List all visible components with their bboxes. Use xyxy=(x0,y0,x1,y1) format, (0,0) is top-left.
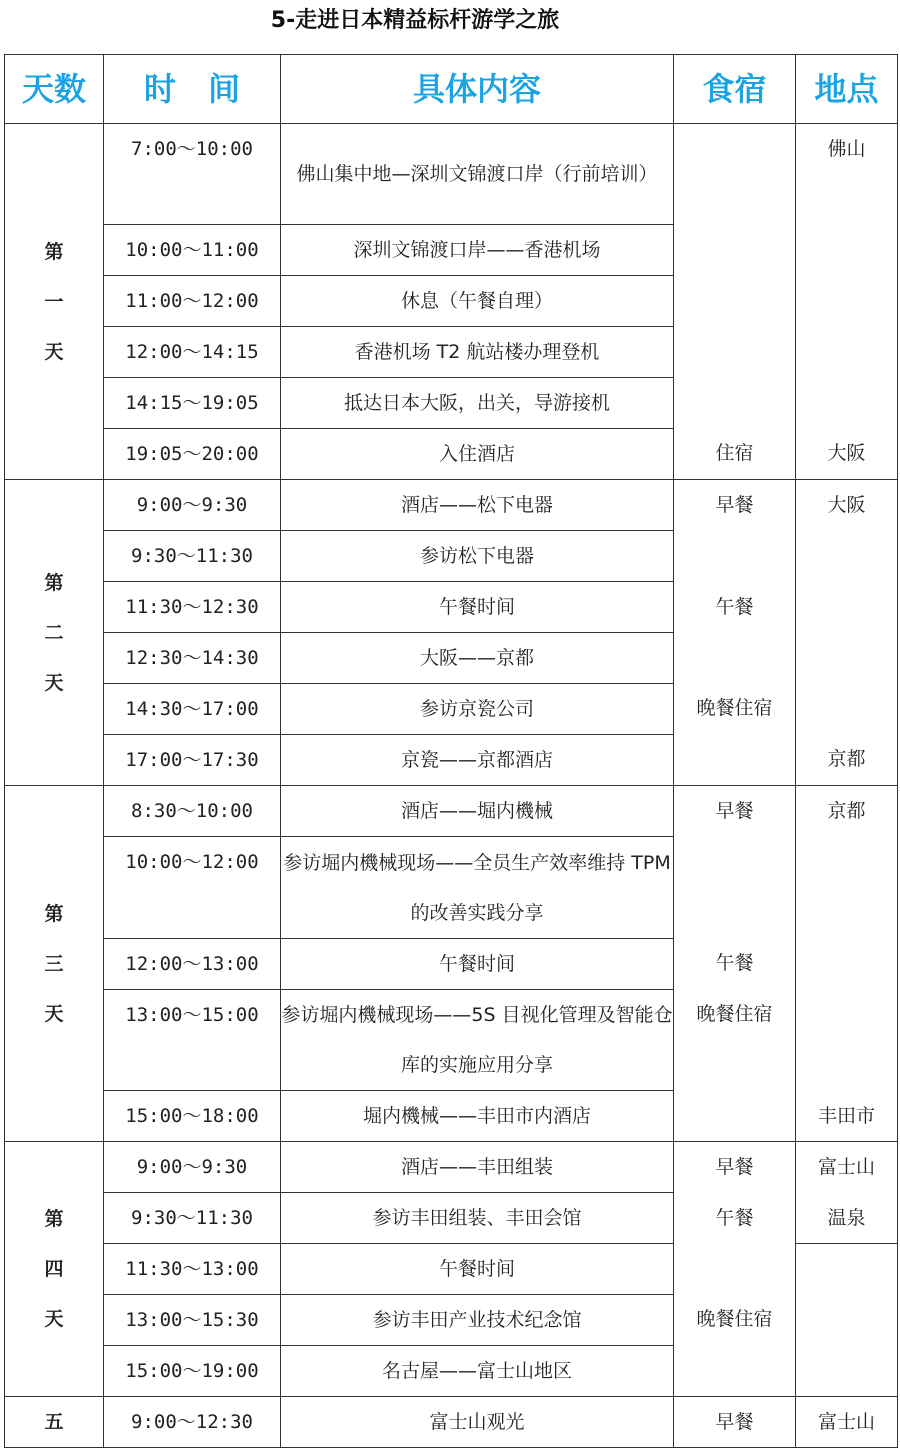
time-cell xyxy=(104,786,281,837)
place-text: 温泉 xyxy=(827,1206,866,1229)
meal-text: 早餐 xyxy=(715,494,754,517)
time-cell xyxy=(104,582,281,633)
time-cell xyxy=(104,735,281,786)
day-label-char: 一 xyxy=(44,290,64,313)
content-cell: 参访堀内機械现场——5S 目视化管理及智能仓库的实施应用分享 xyxy=(281,989,674,1090)
time-cell xyxy=(104,938,281,989)
day-label-cell xyxy=(5,1142,104,1397)
day-label-cell xyxy=(5,480,104,786)
place-cell xyxy=(796,1142,898,1244)
time-cell xyxy=(104,684,281,735)
time-text: 19:05～20:00 xyxy=(125,443,259,466)
place-text: 京都 xyxy=(827,800,866,823)
time-text: 11:30～12:30 xyxy=(125,596,259,619)
time-text: 17:00～17:30 xyxy=(125,749,259,772)
content-cell: 午餐时间 xyxy=(281,582,674,633)
place-text: 丰田市 xyxy=(817,1104,875,1127)
meal-text: 午餐 xyxy=(715,1206,754,1229)
time-cell xyxy=(104,837,281,938)
day-label-char: 天 xyxy=(44,1308,64,1331)
time-cell xyxy=(104,1244,281,1295)
content-cell: 酒店——丰田组装 xyxy=(281,1142,674,1193)
content-cell: 酒店——松下电器 xyxy=(281,480,674,531)
meal-text: 晚餐住宿 xyxy=(696,1003,773,1026)
table-row xyxy=(5,480,898,531)
content-cell: 香港机场 T2 航站楼办理登机 xyxy=(281,327,674,378)
meal-text: 早餐 xyxy=(715,1156,754,1179)
place-cell-empty xyxy=(796,1244,898,1397)
day-label-char: 第 xyxy=(44,902,64,925)
time-cell xyxy=(104,276,281,327)
time-cell xyxy=(104,633,281,684)
time-text: 10:00～12:00 xyxy=(125,851,259,874)
day-label-char: 四 xyxy=(44,1258,64,1281)
header-day: 天数 xyxy=(5,55,104,124)
header-time: 时 间 xyxy=(104,55,281,124)
content-cell: 深圳文锦渡口岸——香港机场 xyxy=(281,225,674,276)
content-cell: 名古屋——富士山地区 xyxy=(281,1346,674,1397)
table-header-row xyxy=(5,55,898,124)
time-cell xyxy=(104,989,281,1090)
time-cell xyxy=(104,531,281,582)
content-cell: 参访堀内機械现场——全员生产效率维持 TPM 的改善实践分享 xyxy=(281,837,674,938)
content-cell: 入住酒店 xyxy=(281,429,674,480)
day-label-char: 第 xyxy=(44,1208,64,1231)
time-text: 15:00～18:00 xyxy=(125,1105,259,1128)
meals-cell xyxy=(674,786,796,1142)
time-cell xyxy=(104,124,281,225)
place-cell xyxy=(796,124,898,480)
time-text: 7:00～10:00 xyxy=(131,138,253,160)
place-text: 大阪 xyxy=(827,494,866,517)
page-title: 5-走进日本精益标杆游学之旅 xyxy=(270,8,560,33)
meal-text: 住宿 xyxy=(715,442,754,465)
table-row xyxy=(5,124,898,225)
content-cell: 堀内機械——丰田市内酒店 xyxy=(281,1091,674,1142)
header-meals: 食宿 xyxy=(674,55,796,124)
content-cell: 参访松下电器 xyxy=(281,531,674,582)
meal-text: 午餐 xyxy=(715,952,754,975)
day-label-char: 天 xyxy=(44,1002,64,1025)
table-row xyxy=(5,1397,898,1448)
time-cell xyxy=(104,1346,281,1397)
meals-cell xyxy=(674,1397,796,1448)
time-text: 14:15～19:05 xyxy=(125,392,259,415)
time-text: 12:30～14:30 xyxy=(125,647,259,670)
header-place: 地点 xyxy=(796,55,898,124)
time-cell xyxy=(104,378,281,429)
content-cell: 京瓷——京都酒店 xyxy=(281,735,674,786)
content-cell: 午餐时间 xyxy=(281,1244,674,1295)
time-cell xyxy=(104,1295,281,1346)
day-label-char: 第 xyxy=(44,571,64,594)
time-cell xyxy=(104,1397,281,1448)
place-cell xyxy=(796,1397,898,1448)
content-cell: 富士山观光 xyxy=(281,1397,674,1448)
time-text: 11:30～13:00 xyxy=(125,1258,259,1281)
content-cell: 佛山集中地—深圳文锦渡口岸（行前培训） xyxy=(281,124,674,225)
meals-cell xyxy=(674,124,796,480)
time-text: 10:00～11:00 xyxy=(125,239,259,262)
place-text: 富士山 xyxy=(817,1411,875,1434)
meals-cell xyxy=(674,1142,796,1397)
time-text: 9:00～12:30 xyxy=(131,1411,253,1434)
meal-text: 早餐 xyxy=(715,1411,754,1434)
place-cell xyxy=(796,480,898,786)
time-text: 13:00～15:00 xyxy=(125,1003,259,1026)
place-cell xyxy=(796,786,898,1142)
meal-text: 晚餐住宿 xyxy=(696,1308,773,1331)
time-cell xyxy=(104,429,281,480)
time-text: 11:00～12:00 xyxy=(125,290,259,313)
time-cell xyxy=(104,480,281,531)
place-text: 京都 xyxy=(827,747,866,770)
day-label-char: 五 xyxy=(44,1411,64,1434)
content-cell: 抵达日本大阪，出关，导游接机 xyxy=(281,378,674,429)
content-cell: 午餐时间 xyxy=(281,938,674,989)
day-label-cell xyxy=(5,124,104,480)
header-content: 具体内容 xyxy=(281,55,674,124)
content-cell: 参访丰田组装、丰田会馆 xyxy=(281,1193,674,1244)
time-text: 9:30～11:30 xyxy=(131,1207,253,1230)
table-row xyxy=(5,1142,898,1193)
time-text: 12:00～14:15 xyxy=(125,341,259,364)
meals-cell xyxy=(674,480,796,786)
content-cell: 酒店——堀内機械 xyxy=(281,786,674,837)
time-text: 14:30～17:00 xyxy=(125,698,259,721)
day-label-char: 第 xyxy=(44,240,64,263)
meal-text: 午餐 xyxy=(715,595,754,618)
content-cell: 参访丰田产业技术纪念馆 xyxy=(281,1295,674,1346)
day-label-cell xyxy=(5,786,104,1142)
time-cell xyxy=(104,1193,281,1244)
time-text: 8:30～10:00 xyxy=(131,800,253,823)
time-cell xyxy=(104,327,281,378)
content-cell: 休息（午餐自理） xyxy=(281,276,674,327)
content-cell: 大阪——京都 xyxy=(281,633,674,684)
time-cell xyxy=(104,1091,281,1142)
day-label-char: 三 xyxy=(44,952,64,975)
day-label-cell xyxy=(5,1397,104,1448)
time-text: 9:30～11:30 xyxy=(131,545,253,568)
time-cell xyxy=(104,1142,281,1193)
meal-text: 晚餐住宿 xyxy=(696,697,773,720)
content-cell: 参访京瓷公司 xyxy=(281,684,674,735)
table-row xyxy=(5,786,898,837)
itinerary-table xyxy=(4,54,898,1448)
time-text: 12:00～13:00 xyxy=(125,952,259,975)
day-label-char: 天 xyxy=(44,671,64,694)
place-text: 大阪 xyxy=(827,442,866,465)
time-text: 9:00～9:30 xyxy=(136,494,248,517)
place-text: 佛山 xyxy=(827,138,866,160)
meal-text: 早餐 xyxy=(715,800,754,823)
time-text: 13:00～15:30 xyxy=(125,1309,259,1332)
day-label-char: 天 xyxy=(44,340,64,363)
place-text: 富士山 xyxy=(817,1156,875,1179)
time-text: 15:00～19:00 xyxy=(125,1360,259,1383)
time-cell xyxy=(104,225,281,276)
day-label-char: 二 xyxy=(44,621,64,644)
time-text: 9:00～9:30 xyxy=(136,1156,248,1179)
